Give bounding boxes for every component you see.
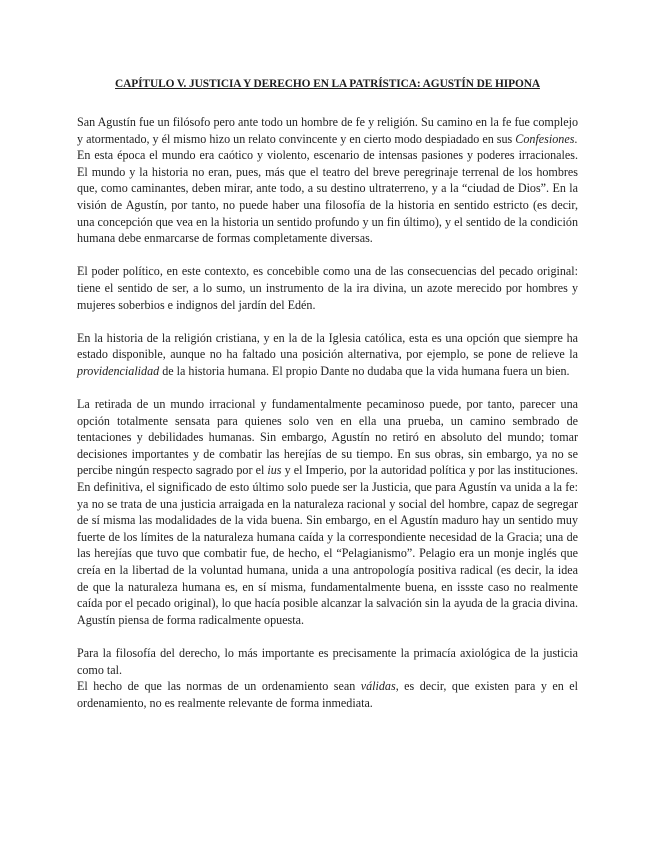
italic-term: providencialidad	[77, 363, 160, 378]
paragraph-text: El hecho de que las normas de un ordenamiento sean	[77, 679, 361, 694]
italic-term: ius	[267, 463, 282, 478]
paragraph-text: La retirada de un mundo irracional y fundamentalmente pecaminoso puede, por tanto, parecer una opción totalmente sensata para quienes solo ven en ella una prueba, un camino sembrado de tentaciones y debilidades humanas. Sin embargo, Agustín no retiró en absoluto del mundo; tomar decisiones importantes y de combatir las herejías de su tiempo. En sus obras, sin embargo, ya no se percibe ningún respecto sagrado por el	[77, 397, 578, 478]
paragraph-text: En la historia de la religión cristiana, y en la de la Iglesia católica, esta es una opción que siempre ha estado disponible, aunque no ha faltado una posición alternativa, por ejemplo, se pone de relieve la	[77, 330, 578, 362]
paragraph	[77, 678, 578, 711]
paragraph-text: , es decir, que existen para y en el ordenamiento, no es realmente relevante de forma inmediata.	[77, 679, 578, 710]
paragraph	[77, 114, 578, 147]
paragraph-text: de la historia humana. El propio Dante no dudaba que la vida humana fuera un bien.	[159, 363, 570, 378]
paragraph: El poder político, en este contexto, es concebible como una de las consecuencias del pecado original: tiene el sentido de ser, a lo sumo, un instrumento de la ira divina, un azote merecido por hombres y mujeres soberbios e indignos del jardín del Edén.	[77, 264, 578, 312]
paragraph-text: .	[574, 131, 578, 146]
paragraph-text: San Agustín fue un filósofo pero ante todo un hombre de fe y religión. Su camino en la fe fue complejo y atormentado, y él mismo hizo un relato convincente y en cierto modo despiadado en sus	[77, 115, 578, 146]
document-body	[77, 77, 578, 711]
paragraph	[77, 396, 578, 628]
paragraph: Para la filosofía del derecho, lo más importante es precisamente la primacía axiológica de la justicia como tal.	[77, 646, 578, 677]
chapter-title: CAPÍTULO V. JUSTICIA Y DERECHO EN LA PATRÍSTICA: AGUSTÍN DE HIPONA	[115, 78, 540, 90]
italic-term: válidas	[360, 679, 396, 694]
italic-term: Confesiones	[515, 131, 575, 146]
paragraph: En esta época el mundo era caótico y violento, escenario de intensas pasiones y poderes irracionales. El mundo y la historia no eran, pues, más que el teatro del breve peregrinaje terrenal de los hombres que, como caminantes, deben mirar, ante todo, a su destino ultraterreno, y a la “ciudad de Dios”. En la visión de Agustín, por tanto, no puede haber una filosofía de la historia en sentido estricto (es decir, una concepción que vea en la historia un sentido profundo y un fin último), y el sentido de la condición humana debe enmarcarse de formas completamente diversas.	[77, 148, 578, 246]
paragraph	[77, 330, 578, 380]
paragraph-text: y el Imperio, por la autoridad política y por las instituciones. En definitiva, el significado de esto último solo puede ser la Justicia, que para Agustín va unida a la fe: ya no se trata de una justicia arraigada en la naturaleza racional y social del hombre, capaz de segregar de sí misma las modalidades de la vida buena. Sin embargo, en el Agustín maduro hay un sentido muy fuerte de los límites de la naturaleza humana caída y la correspondiente necesidad de la Gracia; una de las herejías que tuvo que combatir fue, de hecho, el “Pelagianismo”. Pelagio era un monje inglés que creía en la libertad de la voluntad humana, unida a una antropología positiva radical (es decir, la idea de que la naturaleza humana es, en sí misma, fundamentalmente buena, en issste caso no realmente caída por el pecado original), lo que hacía posible alcanzar la salvación sin la ayuda de la gracia divina. Agustín piensa de forma radicalmente opuesta.	[77, 463, 578, 627]
